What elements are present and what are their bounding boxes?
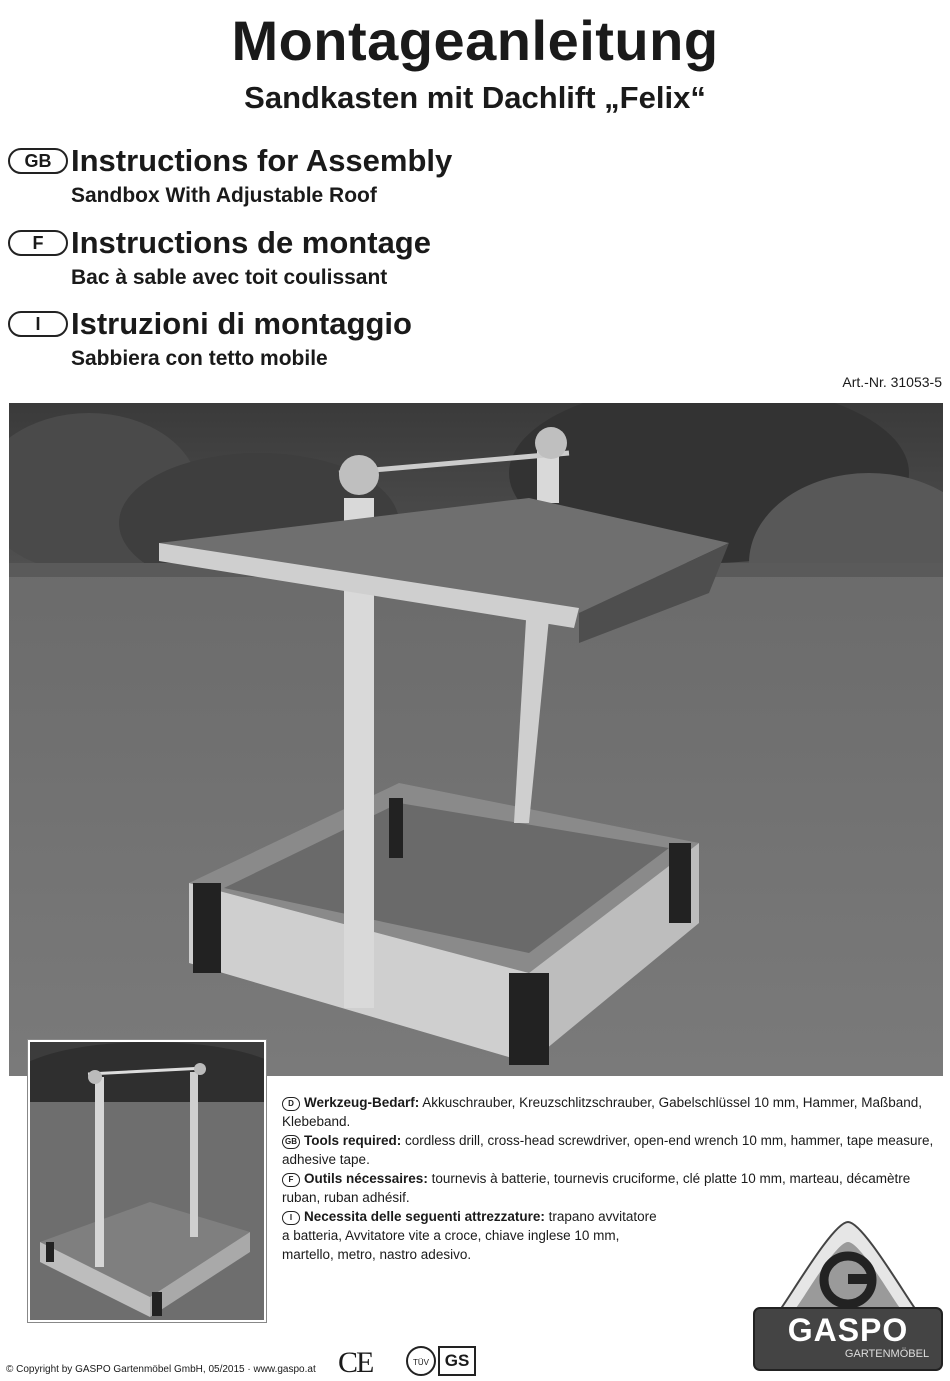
- page-subtitle: Sandkasten mit Dachlift „Felix“: [244, 80, 706, 115]
- tools-label-f: Outils nécessaires:: [304, 1171, 428, 1186]
- copyright-text: © Copyright by GASPO Gartenmöbel GmbH, 05/2015 · www.gaspo.at: [6, 1364, 316, 1375]
- tools-text-i: trapano avvitatore a batteria, Avvitatore vite a croce, chiave inglese 10 mm, martello, metro, nastro adesivo.: [282, 1209, 657, 1262]
- product-photo: [9, 403, 943, 1076]
- tools-text-d: Akkuschrauber, Kreuzschlitzschrauber, Gabelschlüssel 10 mm, Hammer, Maßband, Klebeband.: [282, 1095, 922, 1129]
- tools-item-d: [282, 1093, 942, 1131]
- tools-text-gb: cordless drill, cross-head screwdriver, open-end wrench 10 mm, hammer, tape measure, adhesive tape.: [282, 1133, 934, 1167]
- lang-subtitle-gb: Sandbox With Adjustable Roof: [71, 184, 377, 207]
- language-badge-i: I: [282, 1211, 300, 1225]
- lang-subtitle-f: Bac à sable avec toit coulissant: [71, 266, 388, 289]
- language-badge-gb: GB: [8, 148, 68, 174]
- tools-text-f: tournevis à batterie, tournevis cruciforme, clé platte 10 mm, marteau, décamètre ruban, ruban adhésif.: [282, 1171, 911, 1205]
- tools-item-i: [282, 1207, 662, 1264]
- lang-title-i: Istruzioni di montaggio: [71, 306, 412, 341]
- language-badge-f: F: [8, 230, 68, 256]
- article-number: Art.-Nr. 31053-5: [842, 374, 942, 390]
- language-badge-i: I: [8, 311, 68, 337]
- tools-item-gb: [282, 1131, 942, 1169]
- lang-title-f: Instructions de montage: [71, 225, 431, 260]
- logo-brand: GASPO: [787, 1312, 909, 1348]
- tools-item-f: [282, 1169, 942, 1207]
- tools-label-gb: Tools required:: [304, 1133, 402, 1148]
- logo-tagline: GARTENMÖBEL: [844, 1348, 930, 1360]
- lang-title-gb: Instructions for Assembly: [71, 143, 453, 178]
- gaspo-logo: [752, 1218, 944, 1376]
- lang-subtitle-i: Sabbiera con tetto mobile: [71, 347, 328, 370]
- gs-mark: GS: [438, 1346, 476, 1376]
- page-title: Montageanleitung: [231, 9, 719, 72]
- tools-label-d: Werkzeug-Bedarf:: [304, 1095, 420, 1110]
- tools-label-i: Necessita delle seguenti attrezzature:: [304, 1209, 545, 1224]
- tuv-mark: TÜV: [406, 1346, 436, 1376]
- language-badge-f: F: [282, 1173, 300, 1187]
- language-badge-gb: GB: [282, 1135, 300, 1149]
- ce-mark: CE: [338, 1346, 373, 1379]
- language-badge-d: D: [282, 1097, 300, 1111]
- inset-photo: [28, 1040, 266, 1322]
